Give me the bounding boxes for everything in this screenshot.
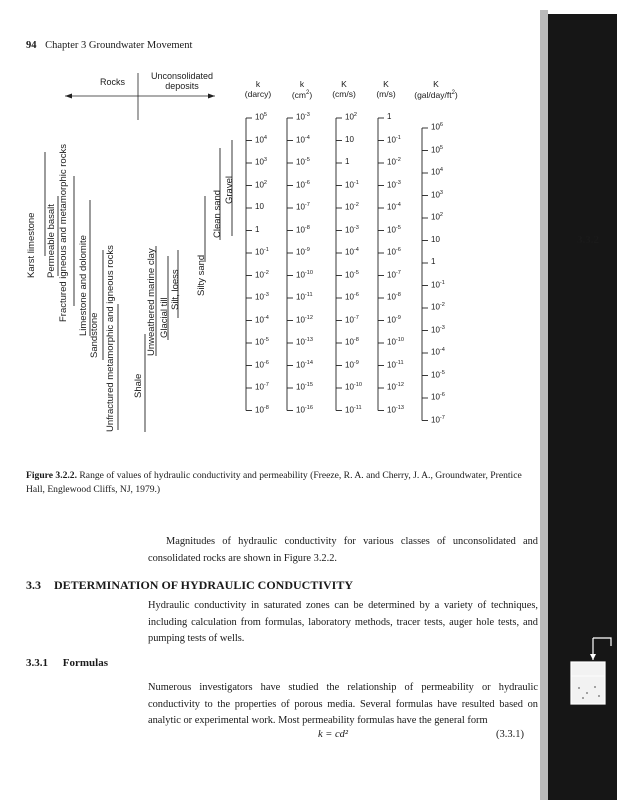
tick-label: $10^{-12}$ (387, 382, 404, 392)
class-label: Clean sand (212, 189, 223, 238)
tick-label: $10^{-1}$ (387, 134, 401, 145)
tick-label: $10^{-6}$ (345, 292, 359, 302)
class-label: Shale (133, 373, 144, 398)
tick-label: $10^{-9}$ (345, 359, 359, 370)
tick-label: $10^{-7}$ (296, 202, 310, 212)
class-label: Fractured igneous and metamorphic rocks (58, 144, 69, 322)
class-label: Silt, loess (170, 269, 181, 310)
tick-label: $10^{-4}$ (296, 134, 310, 145)
tick-label: $10^{-11}$ (296, 292, 313, 302)
tick-label: $10^{-7}$ (387, 269, 401, 280)
tick-label: $10^{-2}$ (431, 302, 445, 312)
tick-label: $10^{-6}$ (255, 359, 269, 370)
tick-label: $10^2$ (345, 112, 358, 122)
tick-label: $10^{-16}$ (296, 404, 313, 415)
column-unit: (m/s) (376, 88, 396, 99)
tick-label: $10^2$ (255, 179, 268, 190)
column-unit: $(gal/day/ft^2)$ (414, 89, 458, 100)
class-label: Unweathered marine clay (146, 248, 157, 356)
chapter-title: Chapter 3 Groundwater Movement (45, 40, 193, 51)
subsection-title: Formulas (62, 657, 108, 669)
class-label: Glacial till (159, 297, 170, 338)
column-symbol: k (255, 79, 261, 89)
caption-label: Figure 3.2.2. (26, 470, 77, 481)
tick-label: 10 (431, 234, 440, 244)
class-label: Limestone and dolomite (78, 235, 89, 336)
section-title: DETERMINATION OF HYDRAULIC CONDUCTIVITY (54, 578, 354, 592)
margin-section-number: 3.3.2 (577, 234, 599, 246)
tick-label: $10^{-3}$ (296, 112, 310, 122)
tick-label: $10^{-3}$ (387, 179, 401, 190)
tick-label: $10^{-5}$ (296, 157, 310, 167)
tick-label: $10^{-5}$ (431, 369, 445, 380)
tick-label: $10^3$ (255, 157, 268, 167)
tick-label: $10^{-7}$ (345, 314, 359, 325)
tick-label: 1 (387, 112, 392, 121)
tick-label: $10^{-11}$ (387, 359, 404, 370)
class-label: Sandstone (89, 312, 100, 358)
page-number: 94 (26, 40, 37, 51)
tick-label: $10^5$ (255, 112, 268, 122)
column-unit: (cm/s) (332, 88, 356, 99)
tick-label: $10^{-11}$ (345, 404, 362, 415)
tick-label: $10^{-1}$ (255, 247, 269, 257)
tick-label: $10^{-1}$ (345, 179, 359, 190)
tick-label: $10^{-9}$ (296, 247, 310, 257)
tick-label: $10^6$ (431, 122, 444, 132)
tick-label: 1 (345, 157, 350, 166)
tick-label: 10 (255, 202, 264, 211)
column-symbol: K (383, 79, 389, 89)
section-paragraph: Hydraulic conductivity in saturated zones can be determined by a variety of techniques, including calculation from formulas, laboratory methods, tracer tests, auger hole tests, and pumping tests of wells. (148, 600, 538, 645)
tick-label: $10^{-1}$ (431, 279, 445, 290)
tick-label: $10^{-8}$ (387, 292, 401, 302)
column-unit: (darcy) (244, 88, 272, 99)
tick-label: $10^{-8}$ (345, 337, 359, 347)
tick-label: $10^5$ (431, 144, 444, 155)
column-header (410, 80, 462, 100)
section-heading (26, 578, 353, 593)
section-number: 3.3 (26, 578, 41, 592)
tick-label: $10^3$ (431, 189, 444, 200)
tick-label: $10^2$ (431, 212, 444, 222)
tick-label: $10^{-2}$ (255, 269, 269, 280)
tick-label: $10^{-4}$ (387, 202, 401, 212)
tick-label: $10^{-8}$ (296, 224, 310, 235)
class-label: Karst limestone (26, 212, 37, 278)
caption-text: Range of values of hydraulic conductivity and permeability (Freeze, R. A. and Cherry, J. A., Groundwater, Prentice Hall, Englewood Cliffs, NJ, 1979.) (26, 470, 522, 495)
tick-label: $10^{-8}$ (255, 404, 269, 415)
column-symbol: k (299, 79, 305, 89)
tick-label: $10^4$ (431, 167, 444, 177)
tick-label: $10^{-5}$ (387, 224, 401, 235)
tick-label: $10^{-9}$ (387, 314, 401, 325)
tick-label: $10^{-2}$ (345, 202, 359, 212)
tick-label: $10^{-10}$ (387, 337, 404, 347)
tick-label: $10^{-4}$ (431, 347, 445, 357)
tick-label: $10^{-5}$ (345, 269, 359, 280)
tick-label: $10^{-10}$ (296, 269, 313, 280)
tick-label: $10^4$ (255, 134, 268, 145)
tick-label: $10^{-3}$ (255, 292, 269, 302)
subsection-heading (26, 657, 108, 669)
tick-label: $10^{-3}$ (431, 324, 445, 335)
tick-label: $10^{-4}$ (255, 314, 269, 325)
tick-label: 1 (431, 257, 436, 266)
tick-label: $10^{-5}$ (255, 337, 269, 347)
subsection-paragraph: Numerous investigators have studied the relationship of permeability or hydraulic conductivity to the properties of porous media. Several formulas have resulted based on analytic or experimental work. Most permeability formulas have the general form (148, 682, 538, 727)
tick-label: $10^{-7}$ (431, 414, 445, 425)
column-header (360, 80, 412, 100)
tick-label: 1 (255, 224, 260, 234)
rocks-label: Rocks (100, 77, 126, 87)
tick-label: $10^{-15}$ (296, 382, 313, 392)
beaker-illustration (567, 630, 617, 710)
equation-number: (3.3.1) (496, 729, 524, 740)
class-label: Permeable basalt (46, 204, 57, 278)
tick-label: $10^{-7}$ (255, 382, 269, 392)
class-label: Gravel (224, 176, 235, 204)
column-symbol: K (341, 79, 347, 89)
tick-label: $10^{-13}$ (387, 404, 404, 415)
intro-paragraph: Magnitudes of hydraulic conductivity for various classes of unconsolidated and consolidated rocks are shown in Figure 3.2.2. (148, 536, 538, 564)
tick-label: $10^{-13}$ (296, 337, 313, 347)
tick-label: $10^{-2}$ (387, 157, 401, 167)
class-label: Silty sand (196, 254, 207, 296)
tick-label: $10^{-10}$ (345, 382, 362, 392)
tick-label: $10^{-6}$ (431, 392, 445, 402)
column-symbol: K (433, 79, 439, 89)
class-label: Unfractured metamorphic and igneous rocks (105, 245, 116, 432)
tick-label: $10^{-3}$ (345, 224, 359, 235)
tick-label: $10^{-4}$ (345, 247, 359, 257)
tick-label: $10^{-6}$ (296, 179, 310, 190)
tick-label: $10^{-6}$ (387, 247, 401, 257)
unconsolidated-label: Unconsolidated deposits (150, 71, 214, 91)
equation: k = cd² (318, 729, 349, 740)
subsection-number: 3.3.1 (26, 657, 48, 669)
tick-label: $10^{-12}$ (296, 314, 313, 325)
tick-label: $10^{-14}$ (296, 359, 313, 370)
tick-label: 10 (345, 134, 354, 144)
column-unit: $(cm^2)$ (291, 89, 313, 100)
figure-caption (26, 469, 531, 497)
